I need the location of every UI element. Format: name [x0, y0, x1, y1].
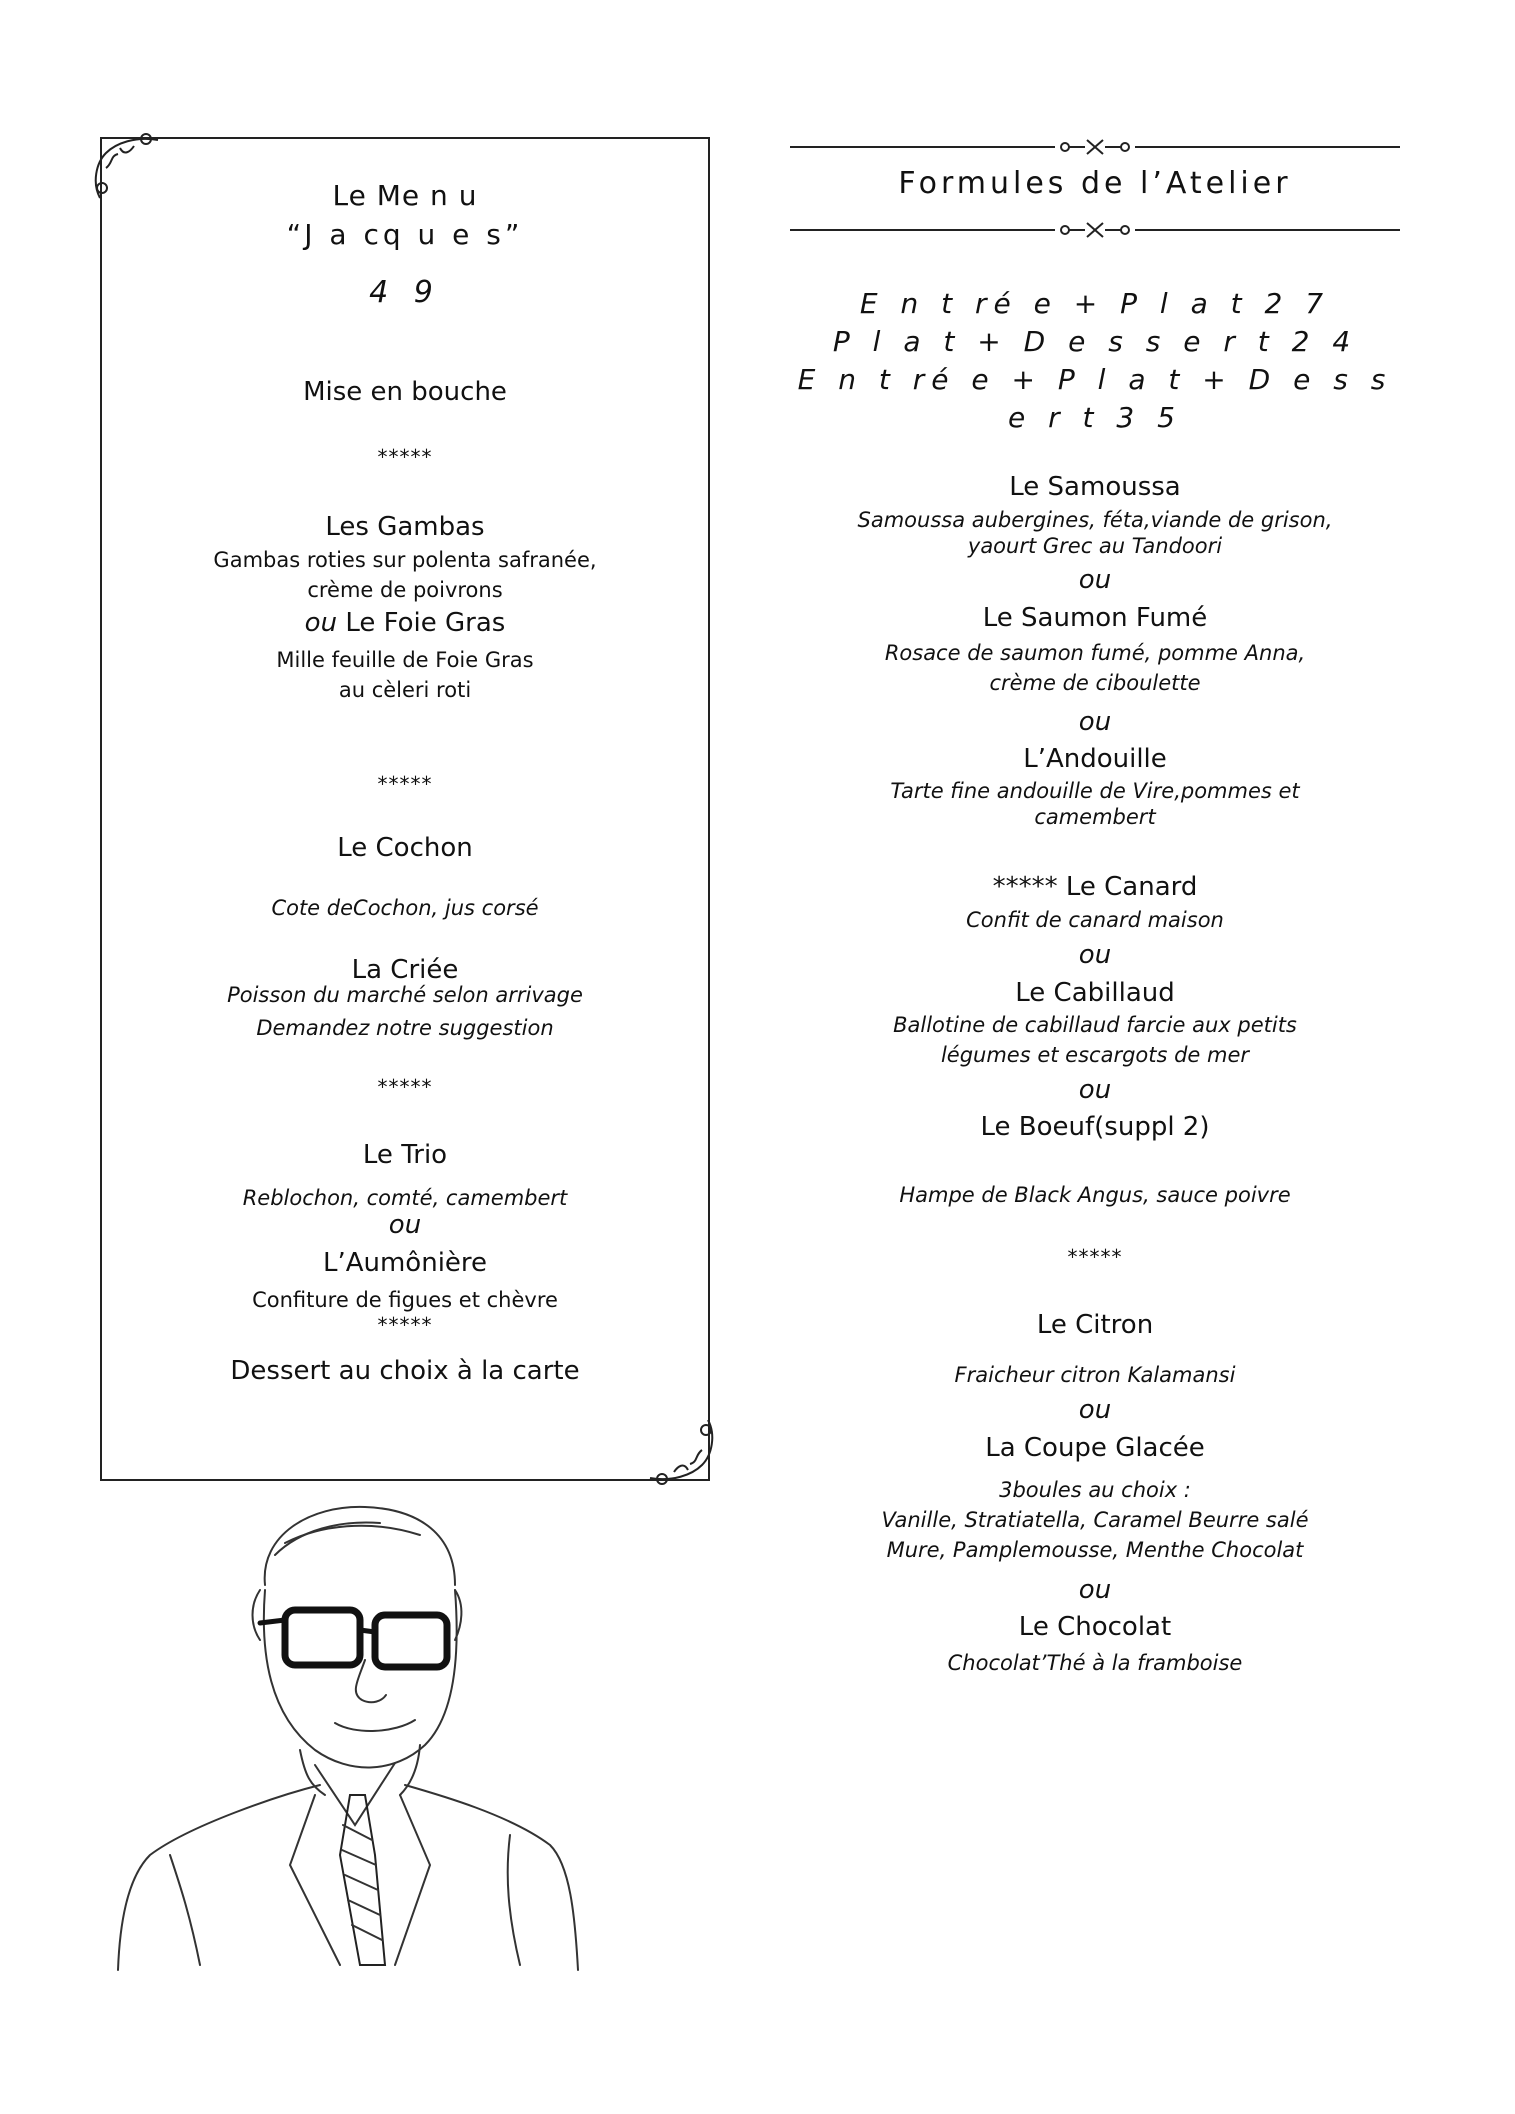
- dish-desc-canard: Confit de canard maison: [966, 908, 1224, 932]
- dish-desc-foie-gras-1: Mille feuille de Foie Gras: [276, 648, 534, 672]
- dish-title-trio: Le Trio: [362, 1140, 448, 1170]
- dish-desc-coupe-1: 3boules au choix :: [999, 1478, 1191, 1502]
- dish-title-aumoniere: L’Aumônière: [322, 1248, 488, 1278]
- dish-title-criee: La Criée: [351, 955, 459, 985]
- corner-ornament-bottom-right-icon: [640, 1410, 720, 1490]
- dish-desc-trio: Reblochon, comté, camembert: [242, 1186, 568, 1210]
- dish-desc-chocolat: Chocolat’Thé à la framboise: [947, 1651, 1243, 1675]
- dish-desc-cochon: Cote deCochon, jus corsé: [271, 896, 539, 920]
- separator-stars: *****: [377, 1313, 433, 1337]
- formula-plat-dessert: P l a t + D e s s e r t 2 4: [832, 325, 1358, 358]
- formula-entree-plat: E n t ré e + P l a t 2 7: [859, 287, 1331, 320]
- separator-stars: *****: [377, 1075, 433, 1099]
- dish-title-chocolat: Le Chocolat: [1018, 1612, 1172, 1642]
- dish-desc-saumon-1: Rosace de saumon fumé, pomme Anna,: [884, 641, 1306, 665]
- dish-title-samoussa: Le Samoussa: [1009, 472, 1181, 502]
- dish-title-gambas: Les Gambas: [325, 512, 485, 542]
- ou-connector: ou: [1078, 940, 1112, 970]
- dish-title-saumon: Le Saumon Fumé: [982, 603, 1208, 633]
- separator-stars: *****: [377, 772, 433, 796]
- separator-stars: *****: [1067, 1245, 1123, 1269]
- atelier-title: Formules de l’Atelier: [898, 166, 1292, 201]
- dish-desc-andouille-1: Tarte fine andouille de Vire,pommes et: [890, 779, 1300, 803]
- rule-ornament-top-icon: [1055, 136, 1135, 158]
- dish-desc-aumoniere: Confiture de figues et chèvre: [252, 1288, 558, 1312]
- dish-desc-foie-gras-2: au cèleri roti: [338, 678, 472, 702]
- mise-en-bouche: Mise en bouche: [303, 377, 507, 407]
- dessert-line: Dessert au choix à la carte: [230, 1356, 580, 1386]
- rule-ornament-bottom-icon: [1055, 219, 1135, 241]
- menu-price: 4 9: [369, 275, 441, 310]
- dish-desc-saumon-2: crème de ciboulette: [989, 671, 1201, 695]
- dish-desc-andouille-2: camembert: [1034, 805, 1156, 829]
- menu-title-line2: “J a cq u e s”: [286, 218, 524, 251]
- dish-title-cabillaud: Le Cabillaud: [1015, 978, 1175, 1008]
- dish-title-citron: Le Citron: [1036, 1310, 1154, 1340]
- dish-desc-criee-1: Poisson du marché selon arrivage: [227, 983, 583, 1007]
- dish-title-cochon: Le Cochon: [337, 833, 473, 863]
- dish-desc-coupe-2: Vanille, Stratiatella, Caramel Beurre salé: [881, 1508, 1309, 1532]
- dish-title-boeuf: Le Boeuf(suppl 2): [980, 1112, 1210, 1142]
- dish-title-andouille: L’Andouille: [1023, 744, 1167, 774]
- dish-desc-gambas-1: Gambas roties sur polenta safranée,: [213, 548, 597, 572]
- dish-desc-boeuf: Hampe de Black Angus, sauce poivre: [899, 1183, 1291, 1207]
- dish-title-coupe-glacee: La Coupe Glacée: [985, 1433, 1205, 1463]
- menu-jacques-frame: [100, 137, 710, 1481]
- ou-connector: ou: [1078, 1075, 1112, 1105]
- ou-connector: ou: [1078, 1575, 1112, 1605]
- dish-desc-samoussa-2: yaourt Grec au Tandoori: [967, 534, 1223, 558]
- dish-desc-samoussa-1: Samoussa aubergines, féta,viande de grison,: [857, 508, 1333, 532]
- foie-gras-label: Le Foie Gras: [345, 608, 506, 638]
- menu-title-line1: Le Me n u: [332, 179, 478, 212]
- dish-desc-gambas-2: crème de poivrons: [307, 578, 503, 602]
- separator-stars: *****: [377, 445, 433, 469]
- ou-connector: ou: [388, 1210, 422, 1240]
- ou-connector: ou: [1078, 1395, 1112, 1425]
- formula-entree-plat-dessert: E n t ré e + P l a t + D e s s e r t 3 5: [797, 363, 1393, 434]
- dish-desc-cabillaud-1: Ballotine de cabillaud farcie aux petits: [893, 1013, 1297, 1037]
- ou-connector: ou: [304, 608, 338, 638]
- dish-desc-cabillaud-2: légumes et escargots de mer: [940, 1043, 1250, 1067]
- portrait-sketch-icon: [110, 1495, 580, 1975]
- dish-title-foie-gras: [100, 608, 710, 638]
- ou-connector: ou: [1078, 707, 1112, 737]
- ou-connector: ou: [1078, 565, 1112, 595]
- dish-desc-coupe-3: Mure, Pamplemousse, Menthe Chocolat: [886, 1538, 1304, 1562]
- dish-desc-citron: Fraicheur citron Kalamansi: [954, 1363, 1236, 1387]
- dish-title-canard: ***** Le Canard: [992, 872, 1198, 902]
- dish-desc-criee-2: Demandez notre suggestion: [256, 1016, 554, 1040]
